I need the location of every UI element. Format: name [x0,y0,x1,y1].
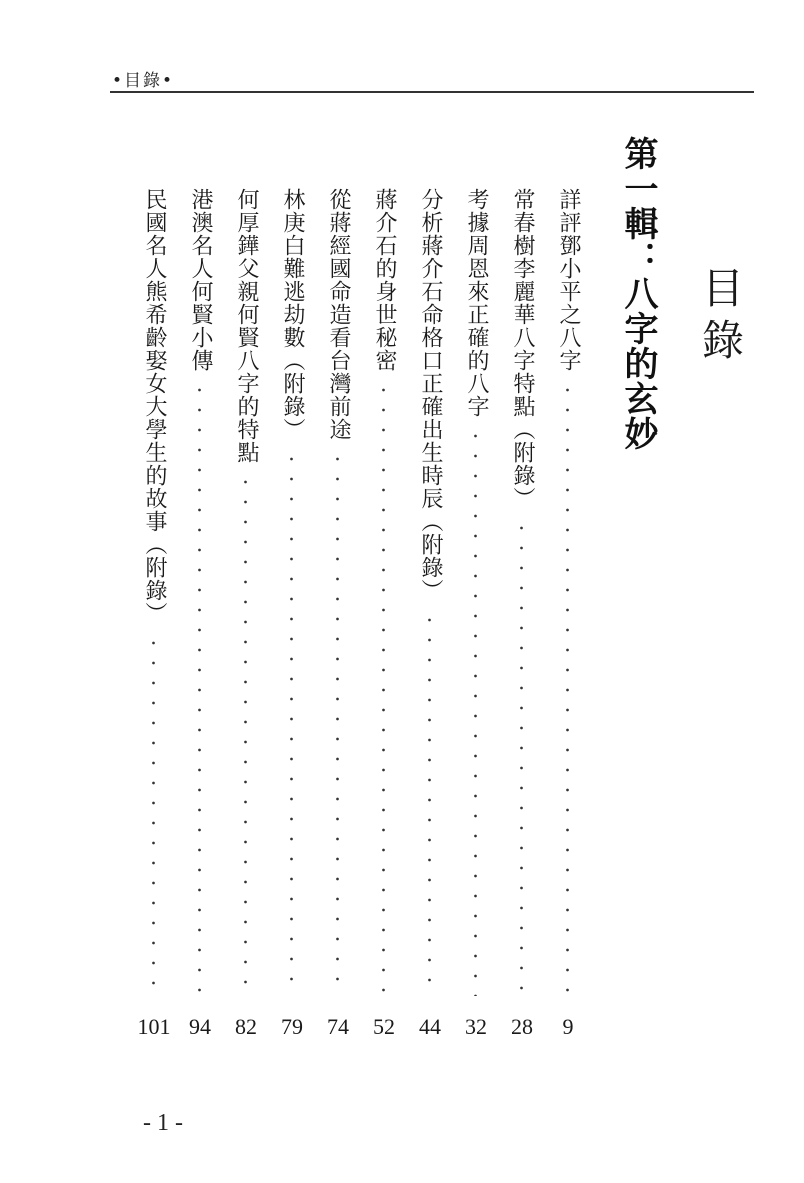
toc-entry[interactable] [231,188,261,1046]
toc-entry-title: 詳評鄧小平之八字 [556,188,581,372]
dot-leader [290,449,293,996]
toc-entry-title: 林庚白難逃劫數︵附錄︶ [280,188,305,441]
toc-entry-title: 港澳名人何賢小傳 [188,188,213,372]
dot-leader [428,610,431,996]
toc-entry-title: 考據周恩來正確的八字 [464,188,489,418]
dot-leader [520,518,523,996]
toc-entry-title: 民國名人熊希齡娶女大學生的故事︵附錄︶ [142,188,167,625]
toc-entry-title: 何厚鏵父親何賢八字的特點 [234,188,259,464]
toc-entry-page: 52 [373,1014,395,1039]
toc-entry-title: 常春樹李麗華八字特點︵附錄︶ [510,188,535,510]
header-rule [110,91,754,93]
toc-entry[interactable] [553,188,583,1046]
toc-entry[interactable] [507,188,537,1046]
toc-entry-page: 28 [511,1014,533,1039]
toc-entry[interactable] [461,188,491,1046]
dot-leader [336,449,339,996]
dot-leader [198,380,201,996]
toc-entry-title: 從蔣經國命造看台灣前途 [326,188,351,441]
dot-leader [566,380,569,996]
toc-entry[interactable] [369,188,399,1046]
toc-entry-title: 蔣介石的身世秘密 [372,188,397,372]
section-heading: 第一輯：八字的玄妙 [618,136,658,451]
toc-entry[interactable] [185,188,215,1046]
toc-entry-page: 32 [465,1014,487,1039]
toc-entry[interactable] [323,188,353,1046]
toc-entry-page: 79 [281,1014,303,1039]
toc-entry-page: 101 [137,1014,171,1039]
toc-entry-page: 44 [419,1014,441,1039]
toc-title: 目錄 [696,266,745,370]
toc-entry-page: 82 [235,1014,257,1039]
toc-entry-page: 9 [562,1014,574,1039]
dot-leader [474,426,477,996]
toc-entry[interactable] [277,188,307,1046]
toc-entry-page: 74 [327,1014,349,1039]
toc-entry[interactable] [415,188,445,1046]
dot-leader [152,633,155,996]
dot-leader [382,380,385,996]
toc-entry-title: 分析蔣介石命格口正確出生時辰︵附錄︶ [418,188,443,602]
toc-entry-page: 94 [189,1014,211,1039]
running-head: •目錄• [112,71,175,91]
dot-leader [244,472,247,996]
page-number: - 1 - [143,1110,183,1136]
toc-entry[interactable] [139,188,169,1046]
